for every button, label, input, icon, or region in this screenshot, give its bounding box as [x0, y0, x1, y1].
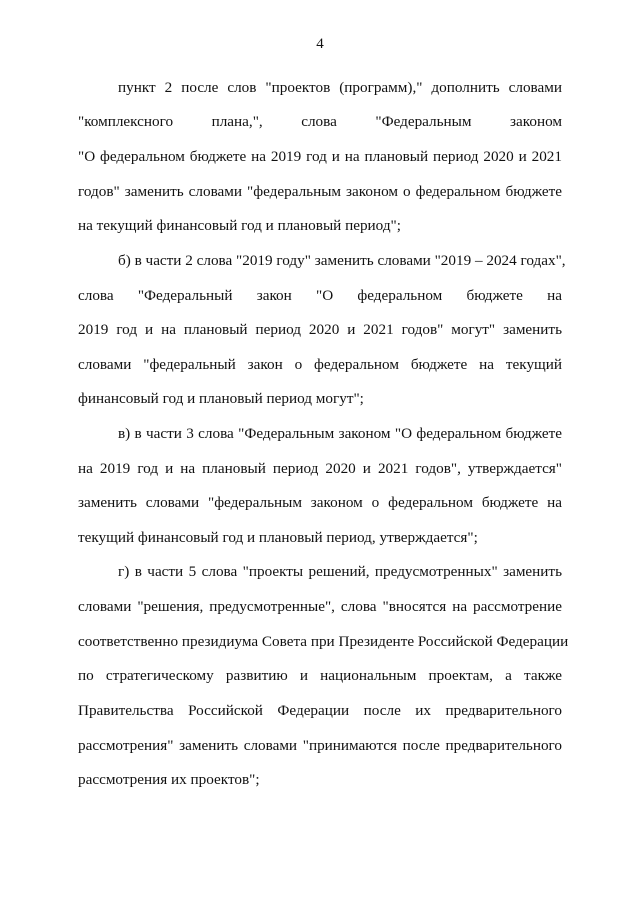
text-line: заменить словами "федеральным законом о федеральном бюджете на: [78, 494, 562, 511]
text-line: годов" заменить словами "федеральным законом о федеральном бюджете: [78, 183, 562, 200]
text-line: "О федеральном бюджете на 2019 год и на плановый период 2020 и 2021: [78, 148, 562, 165]
page-number: 4: [316, 36, 324, 52]
text-line: словами "федеральный закон о федеральном бюджете на текущий: [78, 356, 562, 373]
text-line: в) в части 3 слова "Федеральным законом "О федеральном бюджете: [118, 425, 562, 442]
text-line: "комплексного плана,", слова "Федеральным законом: [78, 113, 562, 130]
text-line: слова "Федеральный закон "О федеральном бюджете на: [78, 287, 562, 304]
text-line: по стратегическому развитию и национальным проектам, а также: [78, 667, 562, 684]
text-line: соответственно президиума Совета при Президенте Российской Федерации: [78, 633, 569, 650]
text-line: б) в части 2 слова "2019 году" заменить словами "2019 – 2024 годах",: [118, 252, 566, 269]
text-line: рассмотрения" заменить словами "принимаются после предварительного: [78, 737, 562, 754]
text-line: Правительства Российской Федерации после их предварительного: [78, 702, 562, 719]
text-line: на текущий финансовый год и плановый период";: [78, 217, 401, 234]
text-line: г) в части 5 слова "проекты решений, предусмотренных" заменить: [118, 563, 562, 580]
text-line: рассмотрения их проектов";: [78, 771, 260, 788]
text-line: текущий финансовый год и плановый период, утверждается";: [78, 529, 478, 546]
text-line: пункт 2 после слов "проектов (программ)," дополнить словами: [118, 79, 562, 96]
text-line: 2019 год и на плановый период 2020 и 2021 годов" могут" заменить: [78, 321, 562, 338]
text-line: на 2019 год и на плановый период 2020 и 2021 годов", утверждается": [78, 460, 562, 477]
text-line: словами "решения, предусмотренные", слова "вносятся на рассмотрение: [78, 598, 562, 615]
text-line: финансовый год и плановый период могут";: [78, 390, 364, 407]
